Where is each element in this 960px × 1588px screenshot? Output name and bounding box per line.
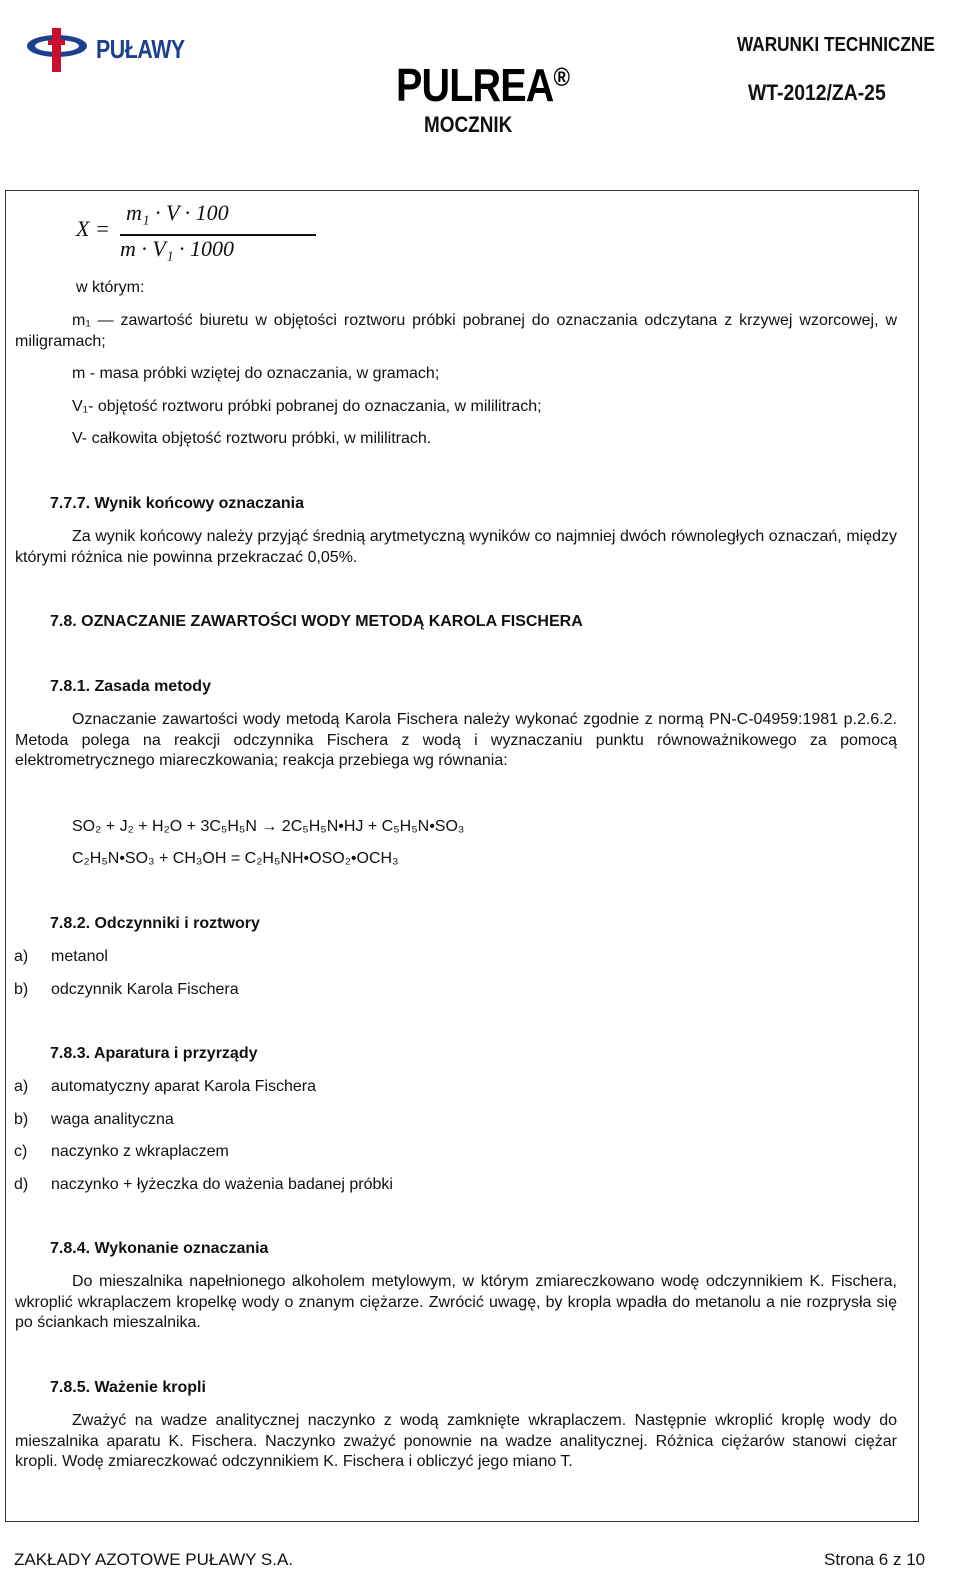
definition-v: V- całkowita objętość roztworu próbki, w mililitrach. — [72, 430, 432, 447]
document-type: WARUNKI TECHNICZNE — [737, 34, 935, 56]
paragraph-7-7-7: Za wynik końcowy należy przyjąć średnią arytmetyczną wyników co najmniej dwóch równoległych oznaczań, między którymi różnica nie powinna przekraczać 0,05%. — [15, 528, 897, 566]
reagent-item-a: metanol — [51, 948, 108, 965]
footer-page-number: Strona 6 z 10 — [824, 1550, 926, 1569]
reaction-equation-1: SO₂ + J₂ + H₂O + 3C₅H₅N → 2C₅H₅N•HJ + C₅H₅N•SO₃ — [72, 818, 465, 835]
page-header — [0, 0, 960, 170]
formula-numerator: m₁ · V · 100 — [126, 200, 229, 225]
reagent-item-b: odczynnik Karola Fischera — [51, 981, 239, 998]
where-label: w którym: — [76, 279, 145, 296]
heading-7-8-2: 7.8.2. Odczynniki i roztwory — [50, 915, 260, 932]
document-code: WT-2012/ZA-25 — [748, 80, 886, 105]
apparatus-item-b: waga analityczna — [51, 1111, 174, 1128]
company-logo — [24, 26, 184, 78]
heading-7-8-4: 7.8.4. Wykonanie oznaczania — [50, 1240, 269, 1257]
footer-company: ZAKŁADY AZOTOWE PUŁAWY S.A. — [14, 1550, 294, 1569]
heading-7-8-3: 7.8.3. Aparatura i przyrządy — [50, 1045, 258, 1062]
formula-lhs: X = — [76, 216, 110, 241]
definition-m1: m₁ — zawartość biuretu w objętości roztworu próbki pobranej do oznaczania odczytana z krzywej wzorcowej, w miligramach; — [15, 312, 897, 350]
product-title: PULREA® — [396, 59, 570, 111]
apparatus-label-d: d) — [14, 1176, 29, 1193]
paragraph-7-8-5: Zważyć na wadze analitycznej naczynko z wodą zamknięte wkraplaczem. Następnie wkroplić kroplę wody do mieszalnika aparatu K. Fischera. Naczynko zważyć ponownie na wadze analitycznej. Różnica ciężarów stanowi ciężar kropli. Wodę zmiareczkować odczynnikiem K. Fischera i obliczyć jego miano T. — [15, 1412, 897, 1470]
apparatus-item-a: automatyczny aparat Karola Fischera — [51, 1078, 317, 1095]
heading-7-7-7: 7.7.7. Wynik końcowy oznaczania — [50, 495, 305, 512]
apparatus-label-c: c) — [14, 1143, 28, 1160]
formula-denominator: m · V₁ · 1000 — [120, 236, 234, 261]
pulawy-logo-icon — [24, 26, 96, 78]
apparatus-item-c: naczynko z wkraplaczem — [51, 1143, 229, 1160]
apparatus-label-a: a) — [14, 1078, 29, 1095]
reaction-equation-2: C₂H₅N•SO₃ + CH₃OH = C₂H₅NH•OSO₂•OCH₃ — [72, 850, 399, 867]
definition-m: m - masa próbki wziętej do oznaczania, w gramach; — [72, 365, 440, 382]
heading-7-8: 7.8. OZNACZANIE ZAWARTOŚCI WODY METODĄ KAROLA FISCHERA — [50, 613, 583, 630]
heading-7-8-5: 7.8.5. Ważenie kropli — [50, 1379, 206, 1396]
reagent-label-b: b) — [14, 981, 29, 998]
product-subtitle: MOCZNIK — [424, 112, 513, 137]
apparatus-label-b: b) — [14, 1111, 29, 1128]
heading-7-8-1: 7.8.1. Zasada metody — [50, 678, 211, 695]
apparatus-item-d: naczynko + łyżeczka do ważenia badanej próbki — [51, 1176, 393, 1193]
definition-v1: V₁- objętość roztworu próbki pobranej do oznaczania, w mililitrach; — [72, 398, 542, 415]
paragraph-7-8-4: Do mieszalnika napełnionego alkoholem metylowym, w którym zmiareczkowano wodę odczynnikiem K. Fischera, wkroplić wkraplaczem kropelkę wody o znanym ciężarze. Zwrócić uwagę, by kropla wpadła do metanolu a nie rozprysła się po ściankach mieszalnika. — [15, 1273, 897, 1331]
reagent-label-a: a) — [14, 948, 29, 965]
logo-text: PUŁAWY — [96, 34, 185, 64]
paragraph-7-8-1: Oznaczanie zawartości wody metodą Karola Fischera należy wykonać zgodnie z normą PN-C-04959:1981 p.2.6.2. Metoda polega na reakcji odczynnika Fischera z wodą i wyznaczaniu punktu równoważnikowego za pomocą elektrometrycznego miareczkowania; reakcja przebiega wg równania: — [15, 711, 897, 769]
